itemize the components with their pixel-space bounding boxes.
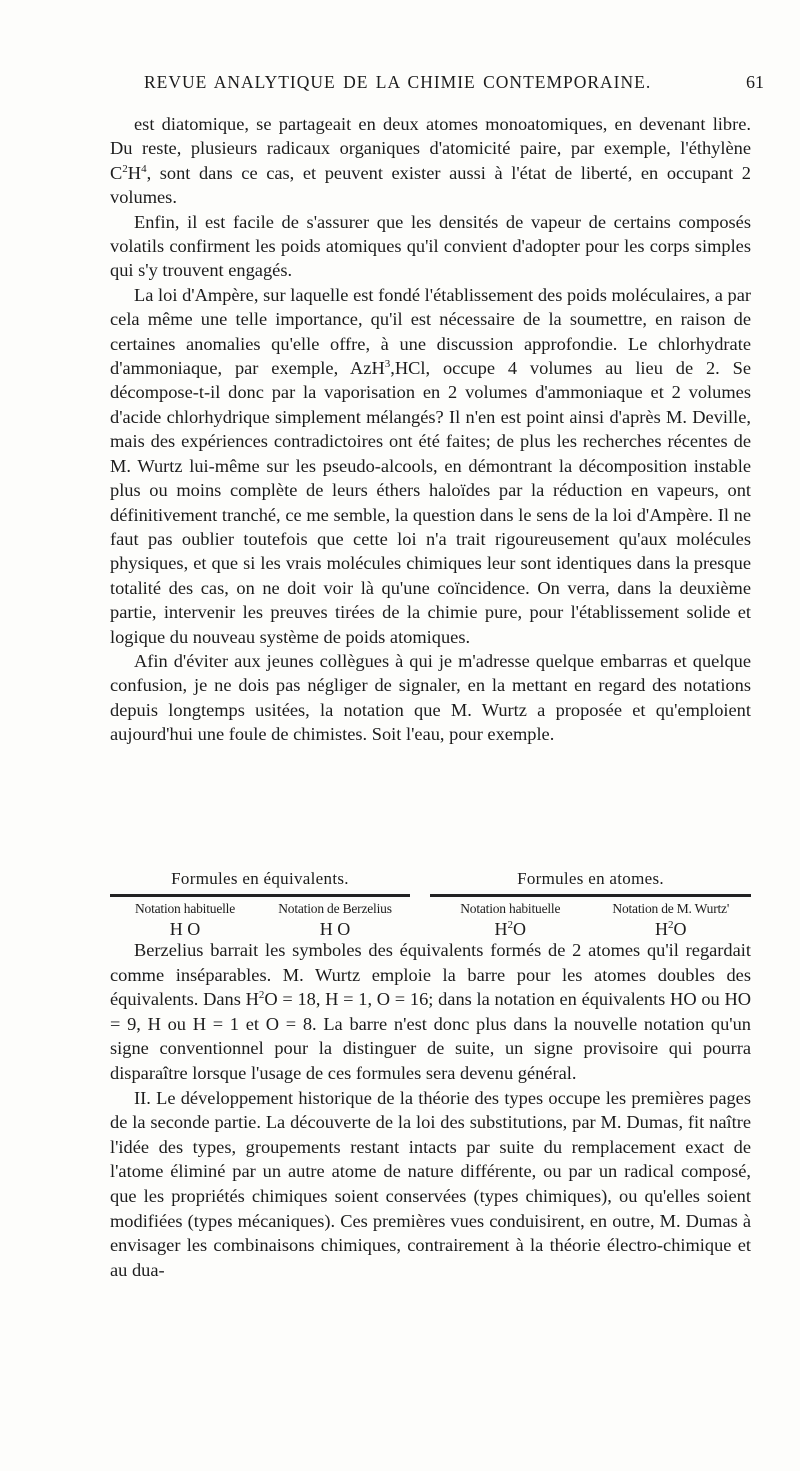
text-run: Enfin, il est facile de s'assurer que les densités de vapeur de certains composés volatils confirment les poids atomiques qu'il convient d'adopter pour les corps simples qui s'y trouvent engagés. (110, 211, 751, 281)
running-title: REVUE ANALYTIQUE DE LA CHIMIE CONTEMPORAINE. (144, 72, 652, 92)
notation-comparison (110, 869, 751, 939)
text-run: ,HCl, occupe 4 volumes au lieu de 2. Se décompose-t-il donc par la vaporisation en 2 volumes d'ammoniaque et 2 volumes d'acide chlorhydrique simplement mélangés? Il n'en est point ainsi d'après M. Deville, mais des expériences contradictoires ont été faites; de plus les recherches récentes de M. Wurtz lui-même sur les pseudo-alcools, en démontrant la décomposition instable plus ou moins complète de leurs éthers haloïdes par la réduction en vapeurs, ont définitivement tranché, ce me semble, la question dans le sens de la loi d'Ampère. Il ne faut pas oublier toutefois que cette loi n'a trait rigoureusement qu'aux molécules physiques, et que si les vrais molécules chimiques leur sont identiques dans la presque totalité des cas, on ne doit voir là qu'une coïncidence. On verra, dans la deuxième partie, intervenir les preuves tirées de la chimie pure, pour l'établissement solide et logique du nouveau système de poids atomiques. (110, 358, 751, 647)
superscript: 3 (384, 357, 391, 370)
formula (591, 919, 752, 940)
table-column (260, 901, 410, 940)
text-run: La loi d'Ampère, sur laquelle est fondé l'établissement des poids moléculaires, a par cela même une telle importance, qu'il est nécessaire de la soumettre, en raison de certaines anomalies qu'elle offre, à une discussion approfondie. Le chlorhydrate d'ammoniaque, par exemple, AzH (110, 284, 751, 379)
column-head: Notation de M. Wurtz' (612, 901, 730, 916)
page-header (110, 72, 770, 98)
text-run: Afin d'éviter aux jeunes collègues à qui je m'adresse quelque embarras et quelque confusion, je ne dois pas négliger de signaler, en la mettant en regard des notations depuis longtemps usitées, la notation que M. Wurtz a proposée et qu'emploient aujourd'hui une foule de chimistes. Soit l'eau, pour exemple. (110, 650, 751, 745)
formula-text: O (673, 919, 687, 939)
paragraph (110, 283, 751, 649)
superscript: 4 (141, 162, 147, 175)
body-text-top (110, 112, 751, 747)
table-caption: Formules en équivalents. (171, 869, 349, 888)
superscript: 2 (258, 989, 265, 1002)
formula-text: H O (319, 919, 351, 939)
superscript: 2 (668, 919, 674, 931)
table-rule (110, 894, 410, 897)
equivalents-table (110, 869, 410, 940)
table-column (591, 901, 752, 940)
table-column (110, 901, 260, 940)
column-head: Notation habituelle (460, 901, 561, 916)
formula-text: H (655, 919, 668, 939)
table-rule (430, 894, 751, 897)
text-run: H (127, 162, 142, 183)
paragraph (110, 112, 751, 210)
table-caption: Formules en atomes. (517, 869, 664, 888)
text-run: O = 18, H = 1, O = 16; dans la notation en équivalents HO ou HO = 9, H ou H = 1 et O = 8. La barre n'est donc plus dans la nouvelle notation qu'un signe conventionnel pour la distinguer de suite, un signe provisoire qui pourra disparaître lorsque l'usage de ces formules sera devenu général. (110, 989, 752, 1083)
text-run: est diatomique, se partageait en deux atomes monoatomiques, en devenant libre. Du reste, plusieurs radicaux organiques d'atomicité paire, par exemple, l'éthylène C (110, 114, 751, 183)
paragraph (110, 649, 751, 747)
formula (110, 919, 260, 940)
page-number: 61 (746, 72, 764, 92)
column-head: Notation de Berzelius (278, 901, 392, 916)
paragraph (110, 938, 751, 1086)
text-run: II. Le développement historique de la théorie des types occupe les premières pages de la seconde partie. La découverte de la loi des substitutions, par M. Dumas, fit naître l'idée des types, groupements restant intacts par suite du remplacement exact de l'atome éliminé par un autre atome de nature différente, ou par un radical composé, que les propriétés chimiques soient conservées (types chimiques), ou qu'elles soient modifiées (types mécaniques). Ces premières vues conduisirent, en outre, M. Dumas à envisager les combinaisons chimiques, contrairement à la théorie électro-chimique et au dua- (110, 1087, 751, 1280)
formula (430, 919, 591, 940)
paragraph (110, 1086, 751, 1283)
text-run: Berzelius barrait les symboles des équivalents formés de 2 atomes qu'il regardait comme inséparables. M. Wurtz emploie la barre pour les atomes doubles des équivalents. Dans H (110, 940, 751, 1010)
table-column (430, 901, 591, 940)
table-row (430, 901, 751, 940)
superscript: 2 (122, 162, 128, 175)
formula (260, 919, 410, 940)
column-head: Notation habituelle (134, 901, 236, 916)
atoms-table (430, 869, 751, 940)
table-row (110, 901, 410, 940)
body-text-bottom (110, 938, 751, 1282)
formula-text: H (494, 919, 508, 939)
text-run: , sont dans ce cas, et peuvent exister aussi à l'état de liberté, en occupant 2 volumes. (110, 162, 751, 208)
paragraph (110, 210, 751, 283)
formula-text: H O (169, 919, 201, 939)
superscript: 2 (507, 919, 513, 931)
formula-text: O (513, 919, 526, 939)
